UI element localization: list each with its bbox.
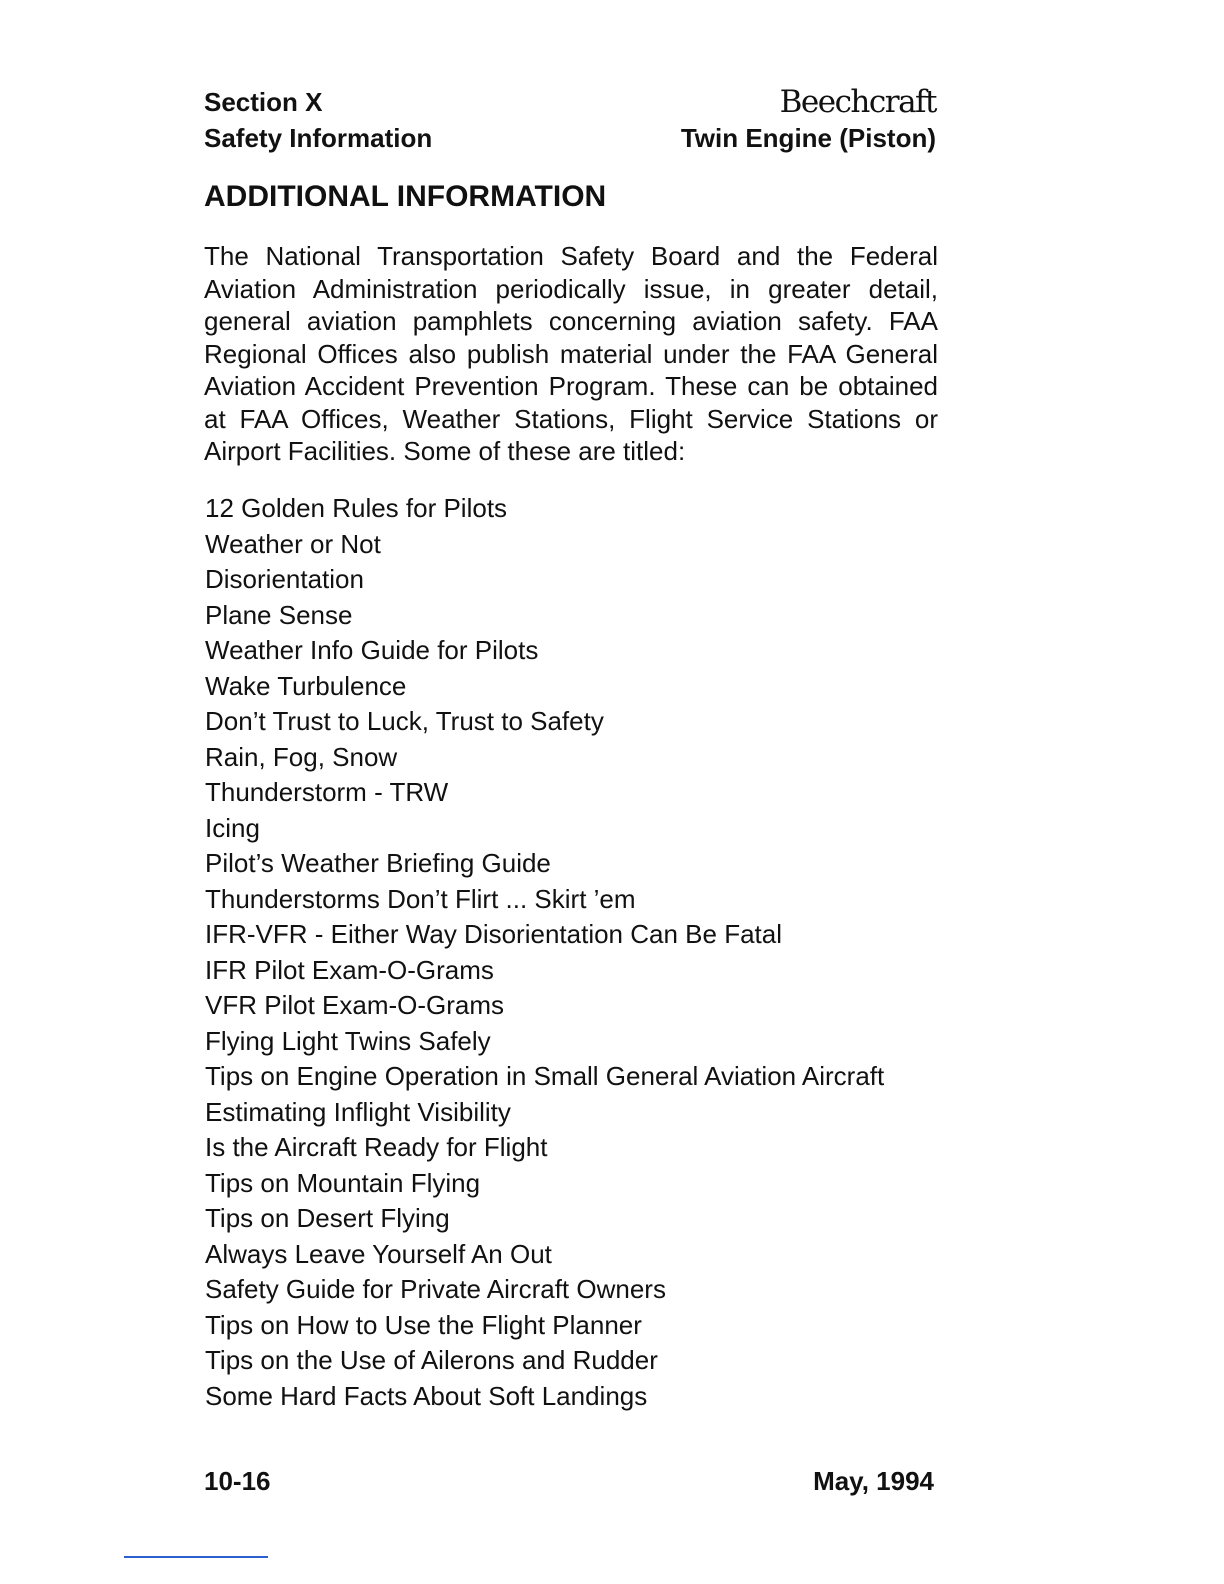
- pamphlet-title: Weather or Not: [205, 528, 381, 559]
- manual-page: [204, 82, 940, 1502]
- pamphlet-title: Some Hard Facts About Soft Landings: [205, 1380, 648, 1411]
- page-number: 10-16: [204, 1466, 271, 1496]
- pamphlet-title: Flying Light Twins Safely: [205, 1025, 491, 1056]
- pamphlet-title: Tips on Desert Flying: [205, 1203, 450, 1233]
- pamphlet-title: Disorientation: [205, 564, 364, 594]
- pamphlet-title: Weather Info Guide for Pilots: [205, 635, 539, 665]
- brand-logo: Beechcraft: [779, 84, 936, 120]
- pamphlet-title: Icing: [205, 812, 260, 843]
- pamphlet-title: Tips on the Use of Ailerons and Rudder: [205, 1345, 658, 1375]
- pamphlet-titles-list: [205, 491, 884, 1414]
- header-left: [204, 84, 432, 156]
- section-label: Section X: [204, 87, 323, 117]
- pamphlet-title: Wake Turbulence: [205, 670, 407, 701]
- intro-paragraph: The National Transportation Safety Board and the Federal Aviation Administration periodically issue, in greater detail, general aviation pamphlets concerning aviation safety. FAA Regional Offices also publish material under the FAA General Aviation Accident Prevention Program. These can be obtained at FAA Offices, Weather Stations, Flight Service Stations or Airport Facilities. Some of these are titled:: [204, 241, 938, 466]
- section-title: Safety Information: [204, 123, 433, 153]
- model-title: Twin Engine (Piston): [680, 123, 936, 153]
- pamphlet-title: Thunderstorm - TRW: [205, 777, 449, 807]
- pamphlet-title: Don’t Trust to Luck, Trust to Safety: [205, 706, 604, 736]
- pamphlet-title: Always Leave Yourself An Out: [205, 1238, 552, 1269]
- pamphlet-title: Thunderstorms Don’t Flirt ... Skirt ’em: [205, 883, 636, 914]
- page-heading: ADDITIONAL INFORMATION: [204, 180, 607, 213]
- pamphlet-title: Tips on Mountain Flying: [205, 1167, 481, 1198]
- pamphlet-title: Safety Guide for Private Aircraft Owners: [205, 1274, 666, 1304]
- pamphlet-title: 12 Golden Rules for Pilots: [205, 493, 508, 523]
- pamphlet-title: Estimating Inflight Visibility: [205, 1096, 511, 1127]
- pamphlet-title: Plane Sense: [205, 599, 353, 630]
- pamphlet-title: VFR Pilot Exam-O-Grams: [205, 990, 505, 1020]
- pamphlet-title: Tips on How to Use the Flight Planner: [205, 1309, 642, 1340]
- scan-edge-mark: [124, 1556, 268, 1558]
- pamphlet-title: IFR-VFR - Either Way Disorientation Can Be Fatal: [205, 919, 782, 949]
- pamphlet-title: IFR Pilot Exam-O-Grams: [205, 954, 494, 985]
- pamphlet-title: Pilot’s Weather Briefing Guide: [205, 848, 551, 878]
- page-date: May, 1994: [813, 1466, 934, 1496]
- pamphlet-title: Is the Aircraft Ready for Flight: [205, 1132, 548, 1162]
- pamphlet-title: Tips on Engine Operation in Small General Aviation Aircraft: [205, 1061, 885, 1091]
- pamphlet-title: Rain, Fog, Snow: [205, 741, 398, 772]
- header-right: [681, 84, 936, 156]
